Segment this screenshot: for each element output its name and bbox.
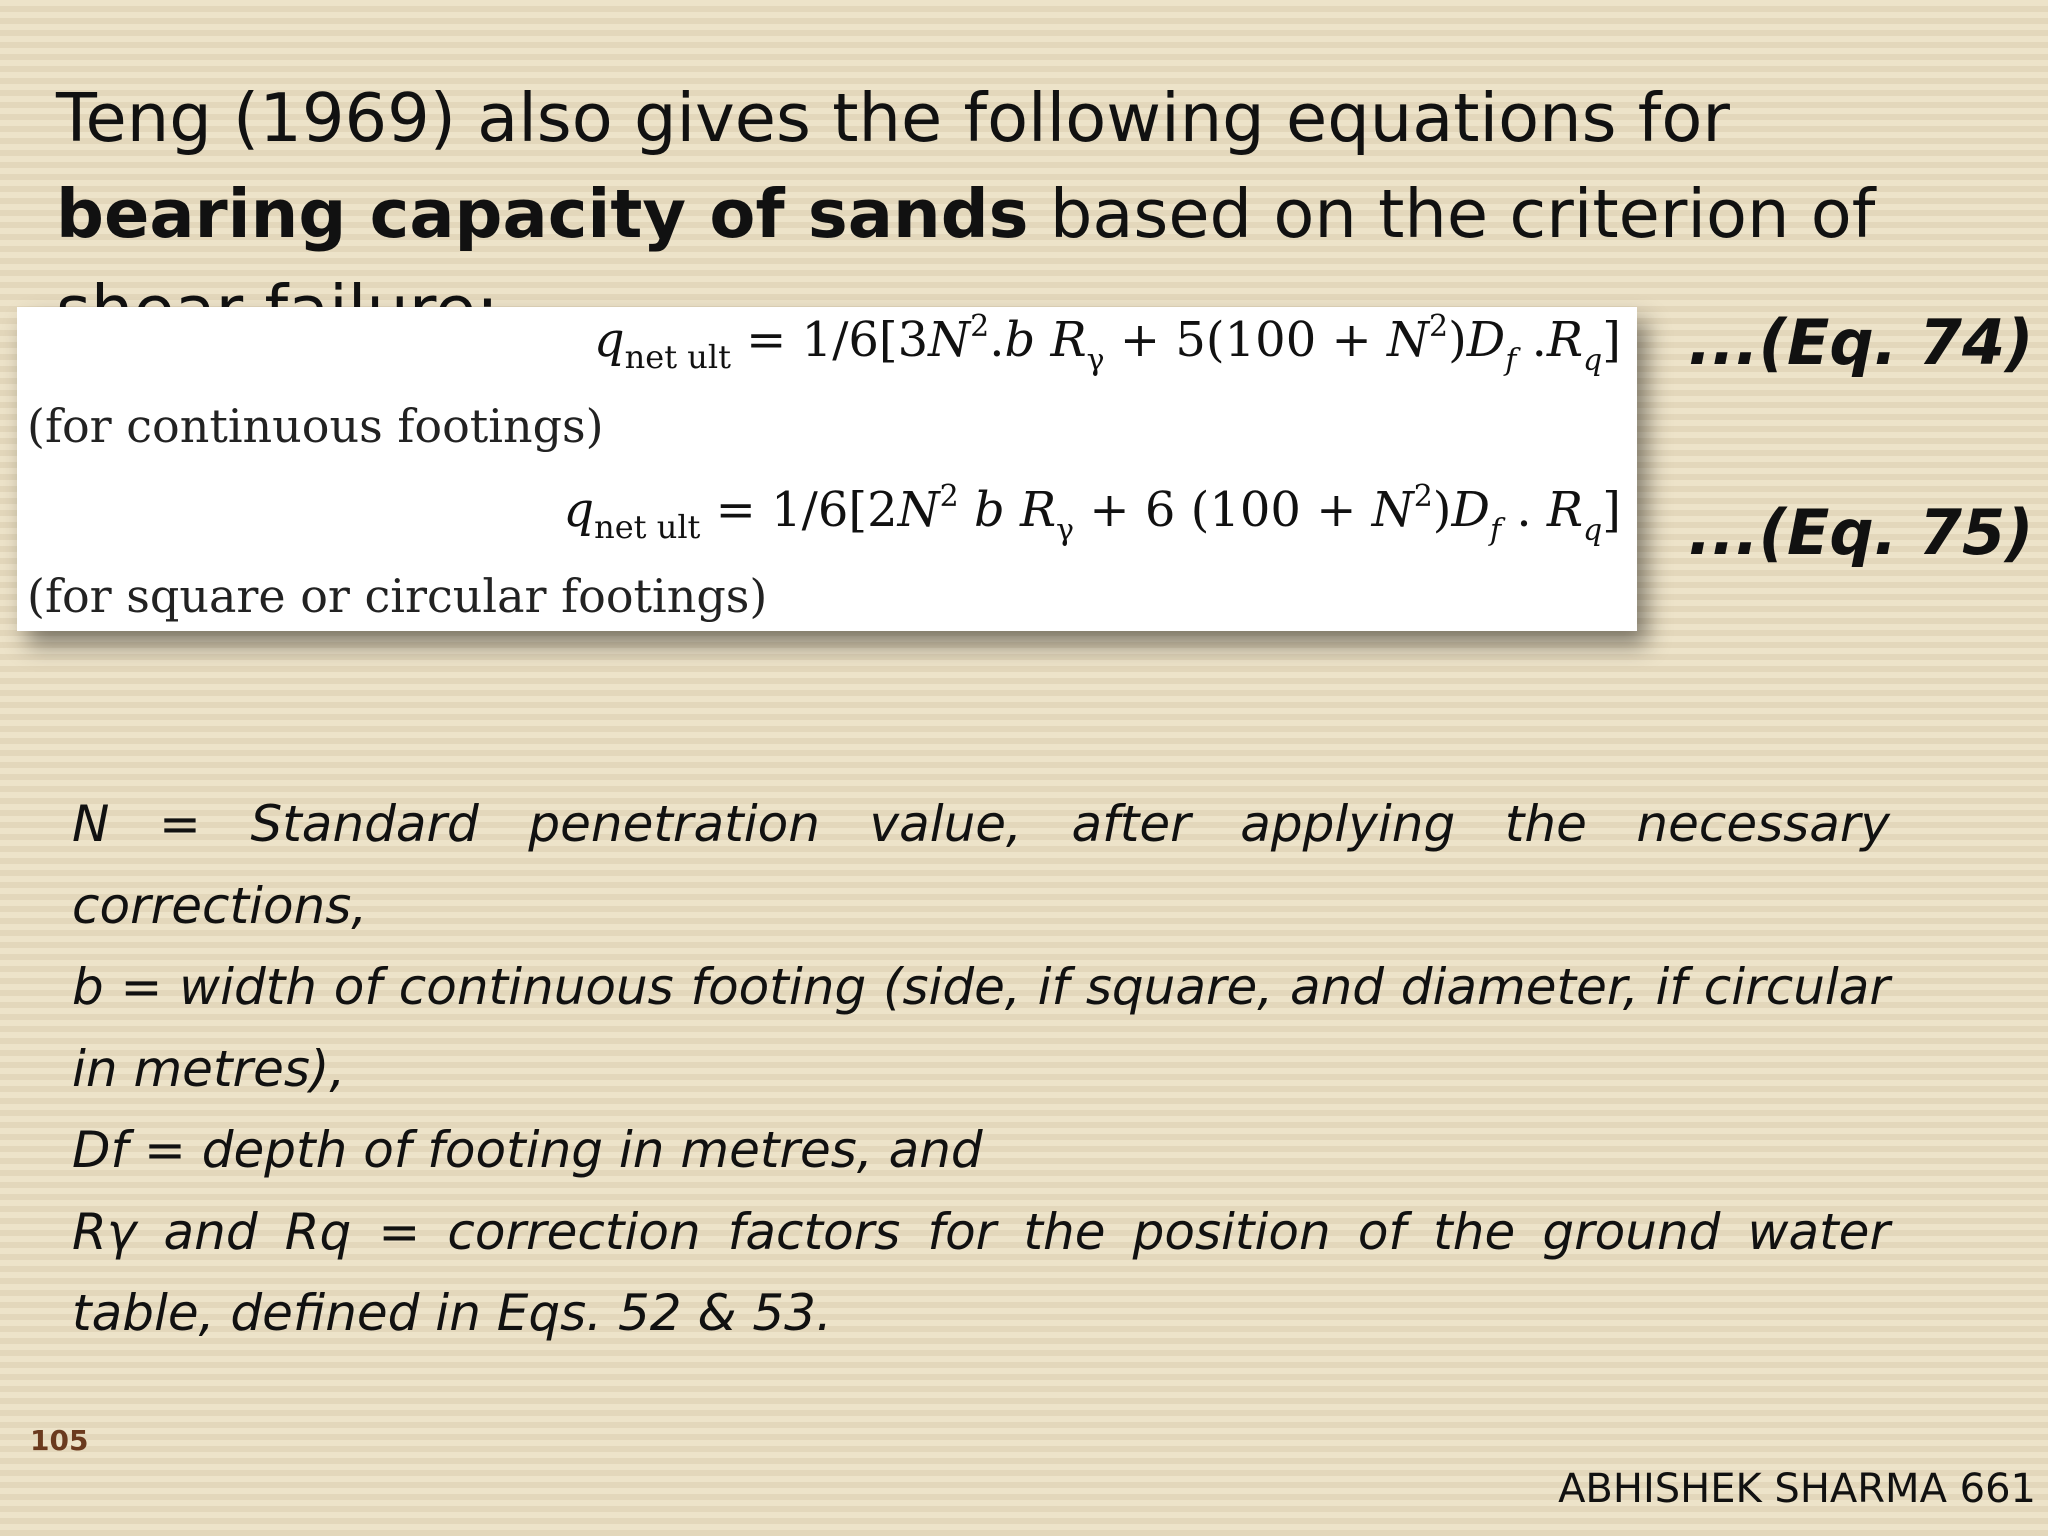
equation-74-number: ...(Eq. 74) bbox=[1688, 306, 2034, 379]
author-footer: ABHISHEK SHARMA 661 bbox=[1558, 1466, 2036, 1512]
equation-75-condition: (for square or circular footings) bbox=[27, 569, 768, 623]
definition-df: Df = depth of footing in metres, and bbox=[72, 1121, 983, 1179]
equation-75-number: ...(Eq. 75) bbox=[1688, 496, 2034, 569]
equation-74: $q_{net ult} = 1/6[3N^2.b$ $R_\gamma + 5(100 + N^2)D_f$ $.R_q$] bbox=[593, 309, 1621, 378]
heading-bold-text: bearing capacity of sands bbox=[56, 175, 1029, 253]
equation-75: $q_{net ult} = 1/6[2N^2$ b $R_\gamma + 6$ $(100 + N^2)D_f$ . $R_q$] bbox=[563, 479, 1621, 548]
definitions-list bbox=[72, 784, 1890, 1355]
definition-r: Rγ and Rq = correction factors for the position of the ground water table, defined in Eqs. 52 & 53. bbox=[72, 1202, 1890, 1342]
equation-74-condition: (for continuous footings) bbox=[27, 399, 604, 453]
definition-b: b = width of continuous footing (side, if square, and diameter, if circular in metres), bbox=[72, 958, 1890, 1098]
definition-n: N = Standard penetration value, after applying the necessary corrections, bbox=[72, 795, 1890, 935]
slide-number: 105 bbox=[30, 1424, 89, 1457]
heading-text: Teng (1969) also gives the following equations for bbox=[56, 79, 1730, 157]
equation-image-box bbox=[17, 307, 1637, 631]
heading-text-end: based on the criterion of bbox=[1049, 175, 1876, 253]
